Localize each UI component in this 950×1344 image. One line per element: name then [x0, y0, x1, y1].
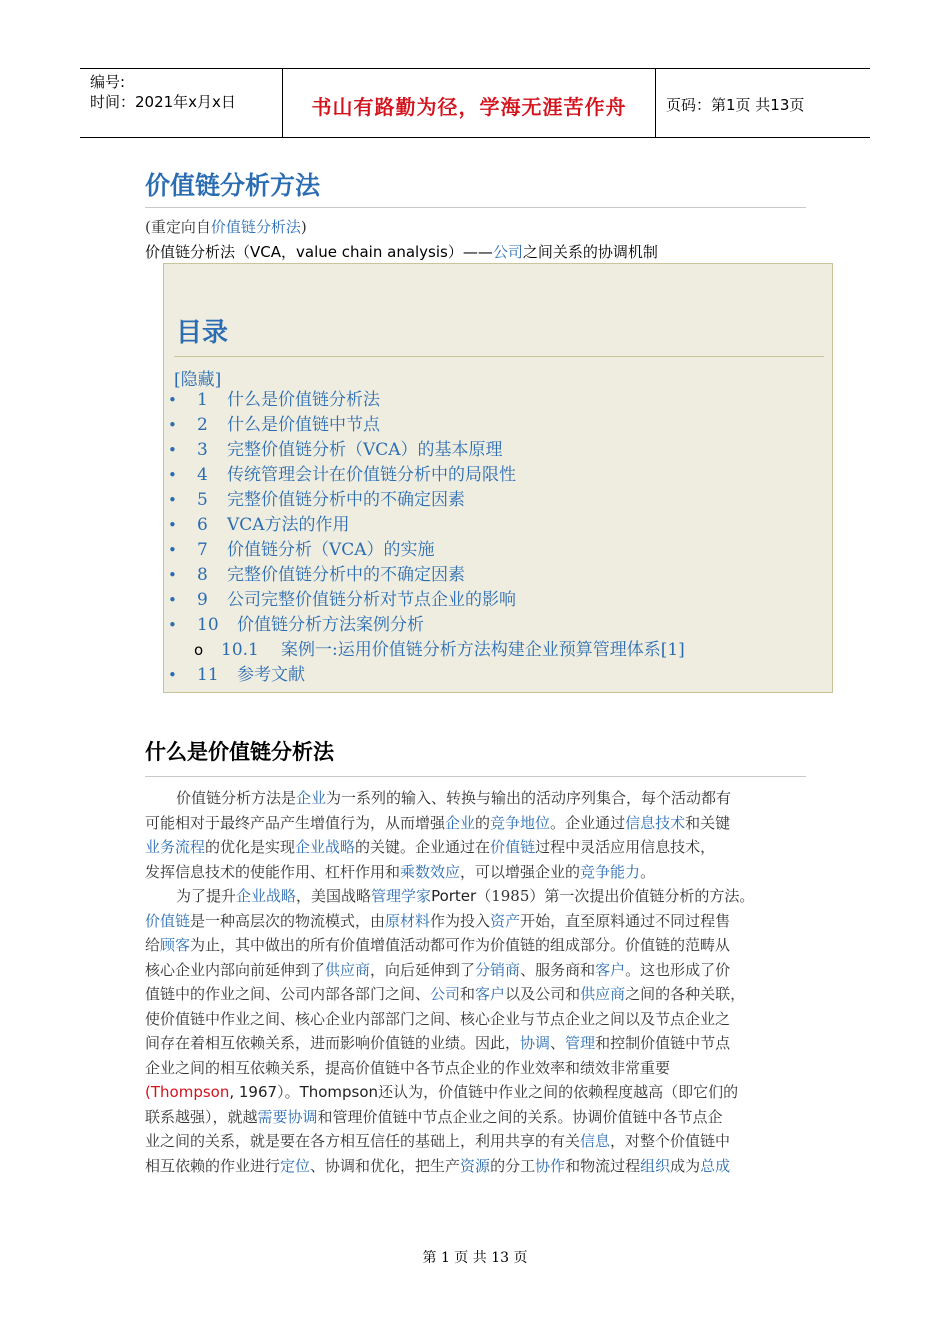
redirect-suffix: ): [300, 218, 307, 236]
toc-bullet: •: [168, 391, 177, 409]
paragraph-line: [145, 860, 806, 885]
inline-link[interactable]: 价值链: [490, 838, 536, 856]
body-text: 作为投入: [430, 911, 491, 930]
inline-link[interactable]: 竞争地位: [490, 813, 551, 832]
body-text: 之间的各种关联，: [625, 985, 746, 1003]
toc-bullet: •: [168, 541, 177, 559]
body-text: 。: [640, 862, 656, 881]
inline-link[interactable]: 供应商: [580, 985, 626, 1003]
toc-item-label[interactable]: 什么是价值链中节点: [227, 415, 380, 435]
paragraph-line: [145, 1080, 806, 1105]
toc-divider: [174, 356, 824, 357]
toc-item-label[interactable]: 公司完整价值链分析对节点企业的影响: [227, 590, 516, 610]
redirect-link[interactable]: 价值链分析法: [210, 218, 301, 236]
paragraph-line: [145, 1056, 806, 1081]
citation-text: Thompson: [150, 1083, 230, 1101]
toc-item-label[interactable]: 完整价值链分析中的不确定因素: [227, 490, 465, 510]
body-text: 是一种高层次的物流模式，由: [190, 911, 386, 930]
paragraph-line: [145, 909, 806, 934]
inline-link[interactable]: 协调: [520, 1034, 551, 1052]
body-text: 值链中的作业之间、公司内部各部门之间、: [145, 985, 431, 1003]
subtitle-link[interactable]: 公司: [492, 243, 523, 261]
body-text: 和: [460, 985, 476, 1003]
body-text: 可能相对于最终产品产生增值行为，从而增强: [145, 813, 446, 832]
paragraph-line: [145, 1105, 806, 1130]
toc-item-number: 6: [197, 515, 208, 535]
toc-bullet: •: [168, 491, 177, 509]
title-divider: [145, 207, 806, 208]
header-meta-cell: [80, 69, 283, 137]
body-text: 和管理价值链中节点企业之间的关系。协调价值链中各节点企: [317, 1107, 723, 1126]
toc-item-label[interactable]: 案例一:运用价值链分析方法构建企业预算管理体系[1]: [281, 640, 685, 660]
subtitle-text-end: 之间关系的协调机制: [522, 243, 658, 261]
redirect-note: [145, 216, 307, 237]
inline-link[interactable]: 顾客: [160, 936, 191, 954]
paragraph-line: [145, 786, 806, 811]
toc-item-number: 5: [197, 490, 208, 510]
inline-link[interactable]: 资源: [460, 1156, 491, 1175]
inline-link[interactable]: 企业战略: [295, 838, 356, 856]
inline-link[interactable]: 企业战略: [236, 887, 297, 905]
body-text: ）。: [277, 1083, 300, 1101]
inline-link[interactable]: 公司: [430, 985, 461, 1003]
body-text: 。企业通过: [550, 813, 626, 832]
body-text: 核心企业内部向前延伸到了: [145, 960, 326, 979]
body-text: ，向后延伸到了: [370, 960, 476, 979]
body-text: 和控制价值链中节点: [595, 1034, 731, 1052]
paragraph-line: [145, 1154, 806, 1179]
toc-title: 目录: [176, 318, 229, 348]
paragraph-line: [145, 933, 806, 958]
toc-item-number: 4: [197, 465, 208, 485]
toc-bullet: •: [168, 516, 177, 534]
body-text: 使价值链中作业之间、核心企业内部部门之间、核心企业与节点企业之间以及节点企业之: [145, 1009, 731, 1028]
body-text: （1985）第一次提出价值链分析的方法。: [476, 887, 755, 905]
paragraph-line: [145, 835, 806, 860]
toc-hide-toggle[interactable]: [隐藏]: [174, 370, 222, 390]
toc-bullet: •: [168, 591, 177, 609]
header-motto-cell: [283, 69, 656, 137]
citation-text: (: [145, 1083, 151, 1101]
body-text: 和物流过程: [565, 1156, 641, 1175]
section-divider: [145, 776, 806, 777]
body-text: 过程中灵活应用信息技术，: [535, 838, 716, 856]
body-text: 和关键: [685, 813, 731, 832]
paragraph-line: [145, 982, 806, 1007]
section-body: [145, 786, 806, 1178]
toc-bullet: •: [168, 441, 177, 459]
toc-item-label[interactable]: 参考文献: [237, 665, 305, 685]
toc-bullet: •: [168, 466, 177, 484]
body-text: 。这也形成了价: [625, 960, 731, 979]
body-text: 、: [550, 1034, 566, 1052]
toc-item-label[interactable]: 价值链分析（VCA）的实施: [227, 540, 435, 560]
body-text: 的关键。企业通过在: [355, 838, 491, 856]
paragraph-line: [145, 811, 806, 836]
toc-bullet: o: [194, 641, 204, 659]
inline-link[interactable]: 竞争能力: [580, 862, 641, 881]
toc-item-number: 2: [197, 415, 208, 435]
body-text: ，对整个价值链中: [610, 1132, 731, 1150]
body-text: ，可以增强企业的: [460, 862, 581, 881]
body-text: 、协调和优化，把生产: [310, 1156, 461, 1175]
body-text: 的优化是实现: [205, 838, 296, 856]
document-date: 时间：2021年x月x日: [90, 93, 236, 111]
inline-link[interactable]: 价值链: [145, 911, 191, 930]
inline-link[interactable]: 协调: [287, 1107, 318, 1126]
body-text: 给: [145, 936, 161, 954]
inline-link[interactable]: 分销商: [475, 960, 521, 979]
redirect-prefix: (重定向自: [145, 218, 211, 236]
toc-item-label[interactable]: 完整价值链分析（VCA）的基本原理: [227, 440, 503, 460]
toc-item-number: 8: [197, 565, 208, 585]
table-of-contents: [163, 263, 833, 693]
body-text: 为一系列的输入、转换与输出的活动序列集合，每个活动都有: [326, 789, 732, 807]
toc-item-label[interactable]: 价值链分析方法案例分析: [237, 615, 424, 635]
body-text: 为止，其中做出的所有价值增值活动都可作为价值链的组成部分。价值链的范畴从: [190, 936, 731, 954]
page-info: 页码：第1页 共13页: [666, 96, 805, 114]
latin-text: , 1967: [229, 1083, 278, 1101]
subtitle-text: 价值链分析法（VCA，value chain analysis）——: [145, 243, 493, 261]
body-text: 为了提升: [176, 887, 237, 905]
body-text: 价值链分析方法是: [176, 789, 297, 807]
toc-item-label[interactable]: 传统管理会计在价值链分析中的局限性: [227, 465, 516, 485]
paragraph-line: [145, 1129, 806, 1154]
inline-link[interactable]: 需要: [257, 1107, 288, 1126]
page-footer: 第 1 页 共 13 页: [422, 1250, 528, 1266]
inline-link[interactable]: 原材料: [385, 911, 431, 930]
section-heading: 什么是价值链分析法: [145, 740, 334, 764]
body-text: 还认为，价值链中作业之间的依赖程度越高（即它们的: [378, 1083, 739, 1101]
body-text: 、服务商和: [520, 960, 596, 979]
inline-link[interactable]: 乘数效应: [400, 862, 461, 881]
body-text: 企业之间的相互依赖关系，提高价值链中各节点企业的作业效率和绩效非常重要: [145, 1058, 671, 1077]
toc-item-label[interactable]: 完整价值链分析中的不确定因素: [227, 565, 465, 585]
paragraph-line: [145, 1007, 806, 1032]
toc-item-number: 3: [197, 440, 208, 460]
inline-link[interactable]: 信息技术: [625, 813, 686, 832]
body-text: ，美国战略: [296, 887, 372, 905]
inline-link[interactable]: 资产: [490, 911, 521, 930]
toc-bullet: •: [168, 566, 177, 584]
paragraph-line: [145, 884, 806, 909]
toc-item-label[interactable]: VCA方法的作用: [227, 515, 350, 535]
body-text: 开始，直至原料通过不同过程售: [520, 911, 731, 930]
inline-link[interactable]: 组织: [640, 1156, 671, 1175]
inline-link[interactable]: 客户: [595, 960, 626, 979]
toc-item-number: 10: [197, 615, 219, 635]
toc-item-number: 9: [197, 590, 208, 610]
body-text: 相互依赖的作业进行: [145, 1156, 281, 1175]
body-text: 业之间的关系，就是要在各方相互信任的基础上，利用共享的有关: [145, 1132, 581, 1150]
header-page-cell: [656, 69, 870, 137]
toc-bullet: •: [168, 666, 177, 684]
paragraph-line: [145, 1031, 806, 1056]
toc-item-number: 10.1: [221, 640, 259, 660]
toc-item-label[interactable]: 什么是价值链分析法: [227, 390, 380, 410]
body-text: 成为: [670, 1156, 701, 1175]
inline-link[interactable]: 供应商: [325, 960, 371, 979]
inline-link[interactable]: 客户: [475, 985, 506, 1003]
body-text: 的: [475, 813, 491, 832]
inline-link[interactable]: 业务流程: [145, 838, 206, 856]
body-text: 联系越强），就越: [145, 1107, 258, 1126]
body-text: 间存在着相互依赖关系，进而影响价值链的业绩。因此，: [145, 1034, 521, 1052]
inline-link[interactable]: 总成: [700, 1156, 731, 1175]
toc-item-number: 7: [197, 540, 208, 560]
page-header: [80, 68, 870, 138]
motto: 书山有路勤为径，学海无涯苦作舟: [311, 95, 627, 119]
toc-item-number: 11: [197, 665, 219, 685]
toc-bullet: •: [168, 416, 177, 434]
inline-link[interactable]: 管理学家: [371, 887, 432, 905]
latin-text: Porter: [431, 887, 477, 905]
inline-link[interactable]: 定位: [280, 1156, 311, 1175]
body-text: 的分工: [490, 1156, 536, 1175]
toc-item-number: 1: [197, 390, 208, 410]
inline-link[interactable]: 信息: [580, 1132, 611, 1150]
toc-bullet: •: [168, 616, 177, 634]
page-title: 价值链分析方法: [145, 171, 321, 200]
latin-text: Thompson: [299, 1083, 379, 1101]
article-subtitle: [145, 241, 658, 262]
inline-link[interactable]: 企业: [296, 789, 327, 807]
inline-link[interactable]: 企业: [445, 813, 476, 832]
inline-link[interactable]: 管理: [565, 1034, 596, 1052]
paragraph-line: [145, 958, 806, 983]
document-number: 编号:: [90, 73, 126, 91]
body-text: 以及公司和: [505, 985, 581, 1003]
body-text: 发挥信息技术的使能作用、杠杆作用和: [145, 862, 401, 881]
inline-link[interactable]: 协作: [535, 1156, 566, 1175]
